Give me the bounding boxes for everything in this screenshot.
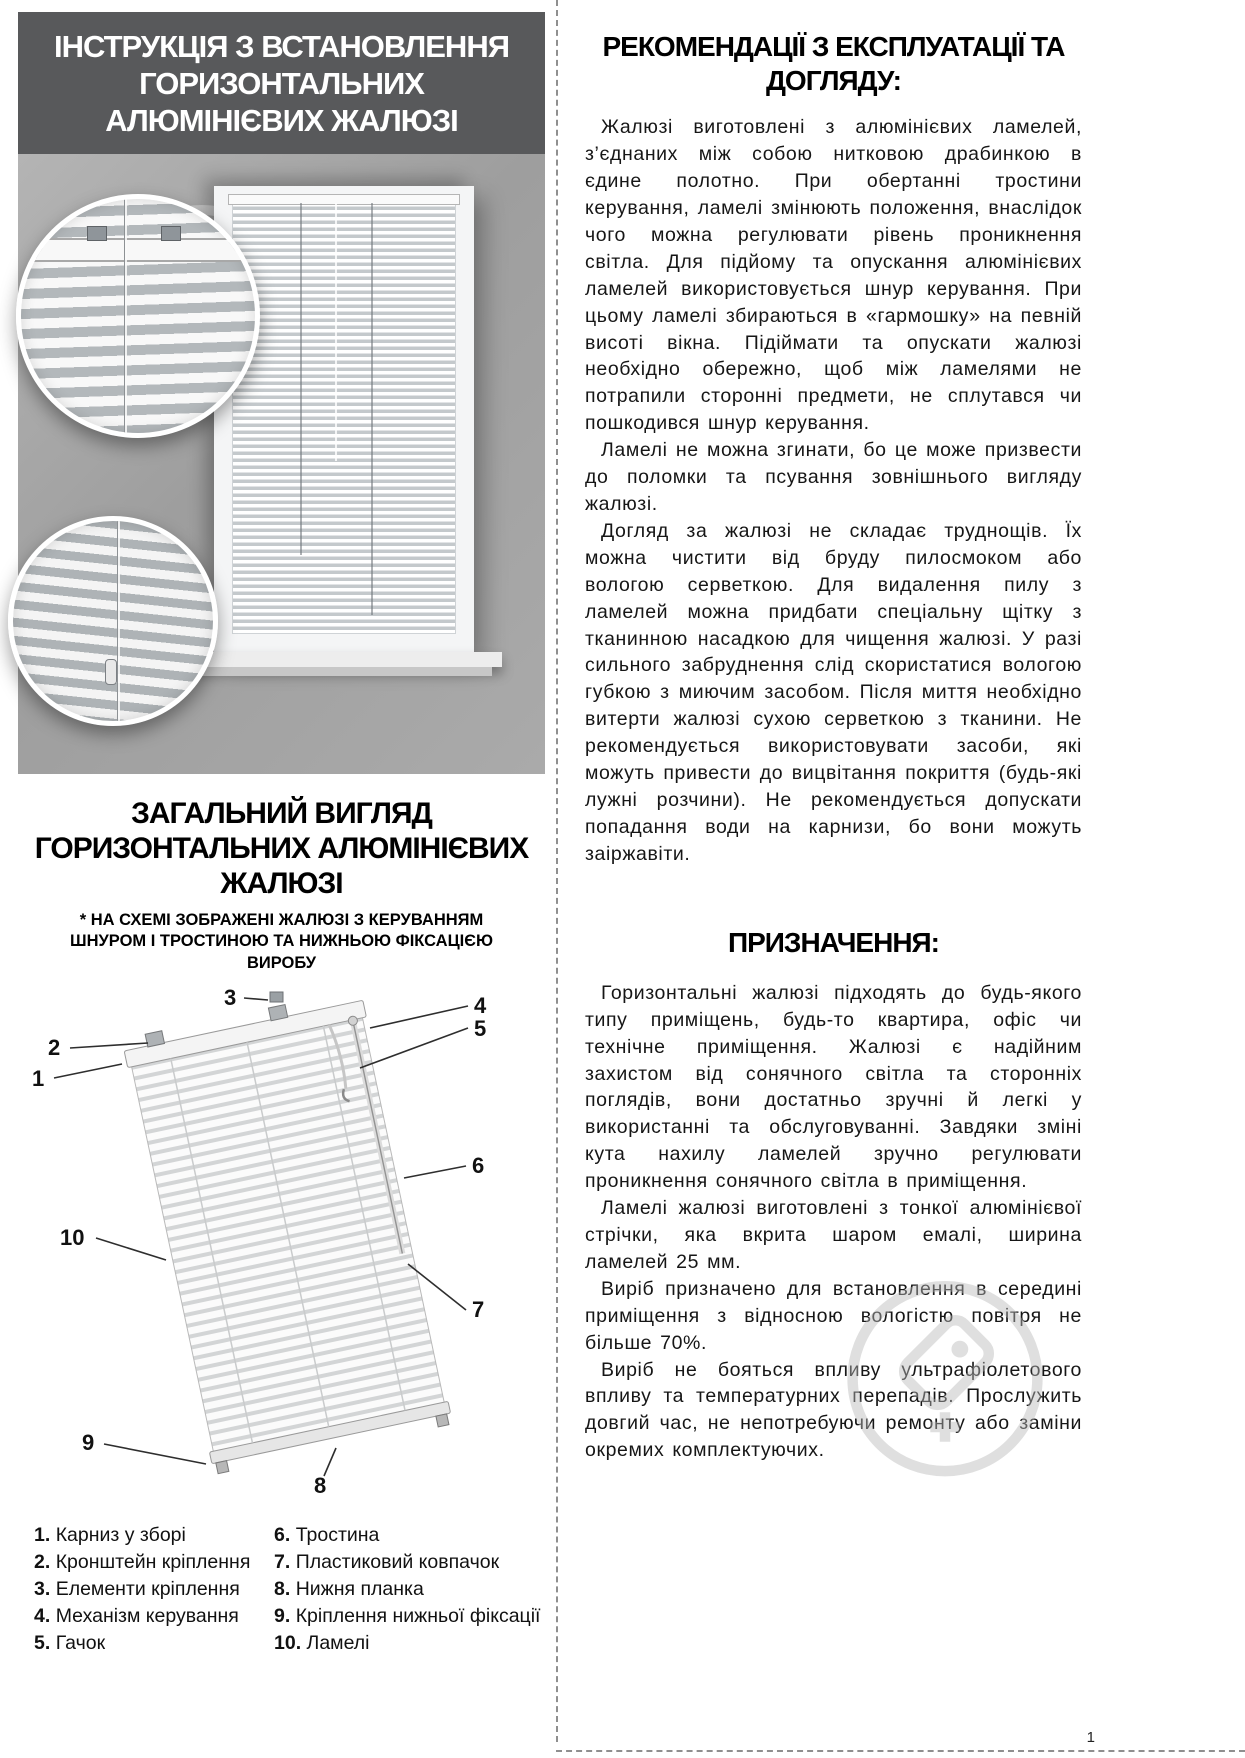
legend-label: Кронштейн кріплення (55, 1551, 251, 1574)
blinds-headrail (228, 194, 460, 205)
purpose-paragraph: Виріб призначено для встановлення в середині приміщення з відносною вологістю повітря не більше 70%. (585, 1277, 1082, 1354)
legend-label: Кріплення нижньої фіксації (295, 1605, 541, 1628)
purpose-paragraph: Горизонтальні жалюзі підходять до будь-якого типу приміщень, будь-то квартира, офіс чи технічне приміщення. Жалюзі є надійним захистом від сонячного світла та сторонніх поглядів, вони достатньо зручні й легкі у використанні та обслуговуванні. Завдяки зміні кута нахилу ламелей зручно регулювати проникнення сонячного світла в приміщення. (585, 981, 1082, 1193)
legend-item (34, 1576, 274, 1603)
callout-9: 9 (82, 1430, 95, 1456)
legend-label: Тростина (295, 1524, 380, 1547)
zoom-inset-top (16, 194, 260, 438)
care-paragraph: Догляд за жалюзі не складає труднощів. Їх можна чистити від бруду пилосмоком або вологою серветкою. Для видалення пилу з ламелей можна придбати спеціальну щітку з тканинною насадкою для чищення жалюзі. У разі сильного забруднення слід скористатися вологою губкою з миючим засобом. Після миття необхідно витерти жалюзі сухою серветкою з тканини. Не рекомендується використовувати засоби, які можуть привести до вицвітання покриття (будь-які лужні розчини). Не рекомендується допускати попадання води на карнизи, бо вони можуть заіржавіти. (585, 519, 1082, 865)
legend-label: Механізм керування (55, 1605, 239, 1628)
callout-6: 6 (472, 1153, 485, 1179)
fastener-glyph (270, 992, 283, 1002)
legend-label: Нижня планка (295, 1578, 424, 1601)
purpose-paragraph: Виріб не бояться впливу ультрафіолетового впливу та температурних перепадів. Прослужить довгий час, не непотребуючи ремонту або заміни окремих комплектуючих. (585, 1358, 1082, 1462)
legend-number: 10. (274, 1632, 302, 1655)
legend-number: 6. (274, 1524, 291, 1547)
diagram-blinds-body (122, 989, 453, 1475)
callout-3: 3 (224, 985, 237, 1011)
purpose-paragraph: Ламелі жалюзі виготовлені з тонкої алюмінієвої стрічки, яка вкрита шаром емалі, ширина ламелей 25 мм. (585, 1197, 1082, 1273)
right-column (585, 30, 1082, 1464)
window-illustration (18, 154, 545, 774)
header-title: ІНСТРУКЦІЯ З ВСТАНОВЛЕННЯ ГОРИЗОНТАЛЬНИХ АЛЮМІНІЄВИХ ЖАЛЮЗІ (53, 29, 509, 139)
legend-number: 5. (34, 1632, 51, 1655)
callout-1: 1 (32, 1066, 45, 1092)
callout-8: 8 (314, 1473, 327, 1499)
legend-item (34, 1603, 274, 1630)
legend-number: 8. (274, 1578, 291, 1601)
inset-cord (124, 199, 127, 433)
care-paragraph: Жалюзі виготовлені з алюмінієвих ламелей, з’єднаних між собою нитковою драбинкою в єдине полотно. При обертанні тростини керування, ламелі змінюють положення, внаслідок чого можна регулювати рівень проникнення світла. Для підйому та опускання алюмінієвих ламелей використовується шнур керування. При цьому ламелі збираються в «гармошку» на певній висоті вікна. Підіймати та опускати жалюзі необхідно обережно, щоб між ламелями не потрапили сторонні предмети, не сплутався чи пошкодився шнур керування. (585, 116, 1082, 435)
legend-item (274, 1522, 545, 1549)
blinds-cord (300, 203, 302, 556)
callout-4: 4 (474, 993, 487, 1019)
care-heading: РЕКОМЕНДАЦІЇ З ЕКСПЛУАТАЦІЇ ТА ДОГЛЯДУ: (602, 31, 1065, 97)
inset-hook (105, 659, 117, 685)
purpose-heading: ПРИЗНАЧЕННЯ: (727, 926, 939, 958)
legend-label: Пластиковий ковпачок (295, 1551, 500, 1574)
legend-number: 4. (34, 1605, 51, 1628)
inset-bracket (161, 226, 181, 241)
legend-label: Карниз у зборі (55, 1524, 186, 1547)
parts-legend (34, 1522, 545, 1657)
legend-label: Ламелі (306, 1632, 370, 1655)
page-number: 1 (1086, 1729, 1095, 1746)
legend-number: 9. (274, 1605, 291, 1628)
legend-item (34, 1630, 274, 1657)
legend-label: Гачок (55, 1632, 106, 1655)
blinds-cord (371, 203, 373, 616)
window-sill-front (196, 667, 492, 676)
legend-label: Елементи кріплення (55, 1578, 240, 1601)
legend-number: 7. (274, 1551, 291, 1574)
legend-item (274, 1549, 545, 1576)
inset-bracket (87, 226, 107, 241)
blinds-diagram (18, 976, 545, 1516)
inset-cord (117, 521, 120, 721)
legend-item (274, 1576, 545, 1603)
care-paragraph: Ламелі не можна згинати, бо це може призвести до поломки та псування зовнішнього вигляду жалюзі. (585, 439, 1082, 515)
header-title-box (18, 12, 545, 154)
callout-5: 5 (474, 1016, 487, 1042)
callout-2: 2 (48, 1035, 61, 1061)
legend-item (274, 1603, 545, 1630)
overview-note: * НА СХЕМІ ЗОБРАЖЕНІ ЖАЛЮЗІ З КЕРУВАННЯМ ШНУРОМ І ТРОСТИНОЮ ТА НИЖНЬОЮ ФІКСАЦІЄЮ ВИРОБУ (70, 910, 493, 972)
overview-heading: ЗАГАЛЬНИЙ ВИГЛЯД ГОРИЗОНТАЛЬНИХ АЛЮМІНІЄВИХ ЖАЛЮЗІ (34, 796, 529, 901)
callout-7: 7 (472, 1297, 485, 1323)
bottom-cut-line (556, 1750, 1245, 1752)
window-blinds (232, 202, 456, 634)
legend-item (274, 1630, 545, 1657)
window-sill (186, 652, 502, 667)
inset-headrail (21, 238, 255, 262)
legend-number: 1. (34, 1524, 51, 1547)
legend-number: 3. (34, 1578, 51, 1601)
zoom-inset-bottom (8, 516, 218, 726)
legend-item (34, 1522, 274, 1549)
callout-10: 10 (60, 1225, 85, 1251)
legend-item (34, 1549, 274, 1576)
legend-number: 2. (34, 1551, 51, 1574)
blinds-ladder-string (335, 203, 337, 461)
column-divider-dashed (556, 0, 558, 1742)
left-column (18, 12, 545, 1657)
